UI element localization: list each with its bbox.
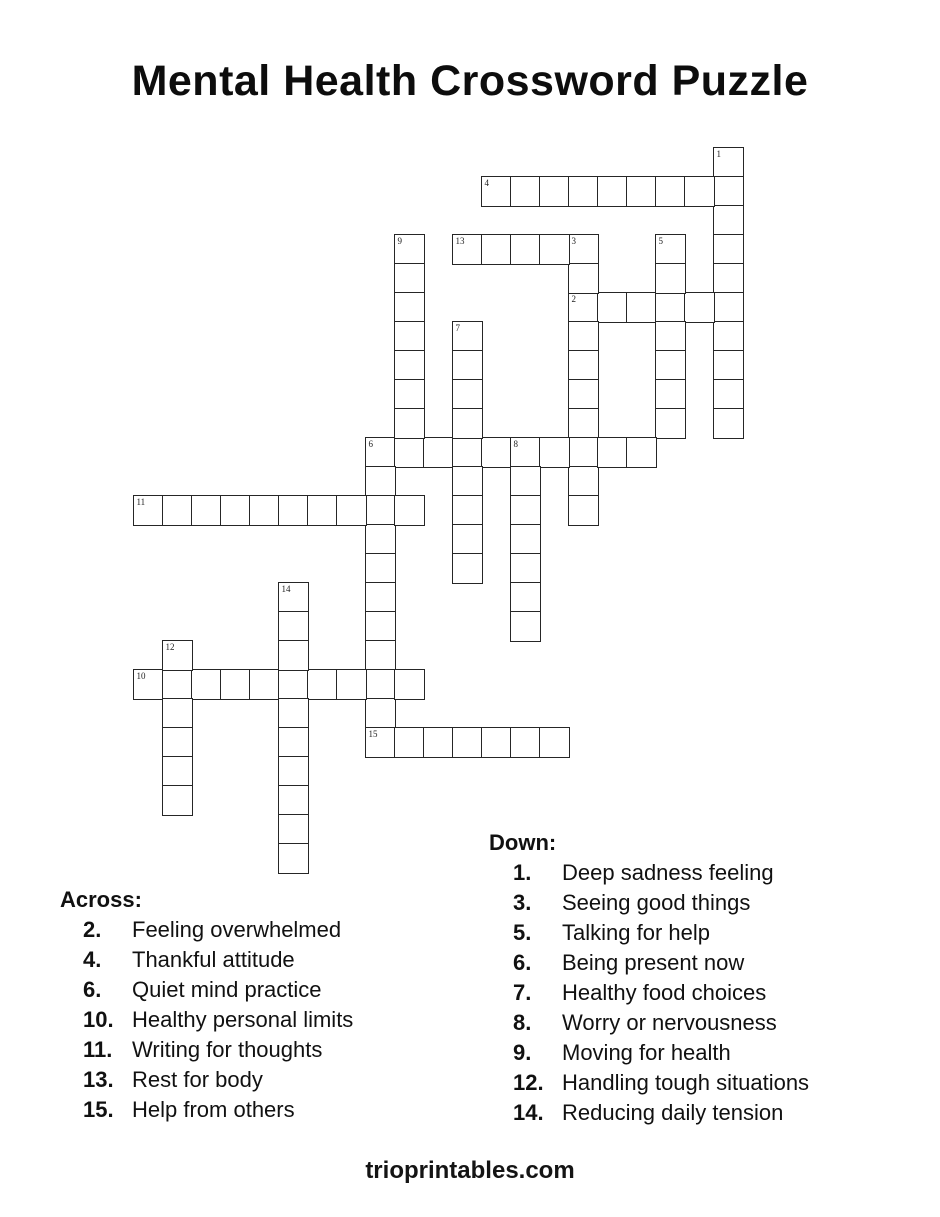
clue-text: Worry or nervousness [562,1010,777,1035]
grid-cell-number: 4 [484,177,489,188]
clue-item-down-6 [489,948,929,978]
grid-cell[interactable] [568,495,599,526]
clue-item-across-2 [60,915,480,945]
grid-cell-number: 2 [571,293,576,304]
grid-cell-number: 15 [368,728,378,739]
grid-cell[interactable] [365,553,396,584]
clue-item-across-10 [60,1005,480,1035]
grid-cell[interactable] [452,553,483,584]
grid-cell[interactable] [568,466,599,497]
clue-text: Deep sadness feeling [562,860,774,885]
clue-text: Rest for body [132,1067,263,1092]
grid-cell[interactable] [713,379,744,410]
grid-cell[interactable] [423,727,454,758]
clue-text: Talking for help [562,920,710,945]
grid-cell[interactable] [655,234,686,265]
clue-text: Quiet mind practice [132,977,322,1002]
clue-number: 13. [83,1067,114,1092]
grid-cell-number: 12 [165,641,175,652]
grid-cell[interactable] [278,640,309,671]
grid-cell-number: 6 [368,438,373,449]
grid-cell-number: 5 [658,235,663,246]
clue-number: 4. [83,947,102,972]
grid-cell[interactable] [278,669,309,700]
grid-cell[interactable] [684,176,715,207]
grid-cell[interactable] [655,321,686,352]
clue-item-down-9 [489,1038,929,1068]
grid-cell[interactable] [539,437,570,468]
grid-cell[interactable] [568,379,599,410]
clue-item-across-6 [60,975,480,1005]
across-clues-section [60,888,480,1125]
across-clue-list [60,915,480,1125]
grid-cell[interactable] [394,292,425,323]
grid-cell[interactable] [597,437,628,468]
grid-cell[interactable] [394,727,425,758]
grid-cell[interactable] [336,669,367,700]
grid-cell[interactable] [539,727,570,758]
grid-cell[interactable] [162,669,193,700]
grid-cell[interactable] [452,350,483,381]
grid-cell[interactable] [568,292,599,323]
clue-number: 12. [513,1070,544,1095]
grid-cell[interactable] [191,669,222,700]
grid-cell[interactable] [510,437,541,468]
grid-cell[interactable] [162,756,193,787]
grid-cell-number: 8 [513,438,518,449]
grid-cell[interactable] [452,408,483,439]
grid-cell[interactable] [365,727,396,758]
clue-item-down-7 [489,978,929,1008]
grid-cell[interactable] [365,437,396,468]
across-heading: Across: [60,887,142,912]
grid-cell[interactable] [278,785,309,816]
grid-cell[interactable] [365,640,396,671]
grid-cell[interactable] [597,176,628,207]
clue-text: Seeing good things [562,890,751,915]
clue-text: Healthy personal limits [132,1007,354,1032]
grid-cell[interactable] [713,292,744,323]
grid-cell[interactable] [220,669,251,700]
grid-cell[interactable] [713,408,744,439]
grid-cell[interactable] [713,147,744,178]
clue-text: Handling tough situations [562,1070,810,1095]
down-heading: Down: [489,830,557,855]
grid-cell[interactable] [452,234,483,265]
grid-cell[interactable] [568,321,599,352]
grid-cell[interactable] [278,698,309,729]
grid-cell[interactable] [713,234,744,265]
clue-text: Moving for health [562,1040,731,1065]
grid-cell[interactable] [394,321,425,352]
grid-cell[interactable] [278,814,309,845]
grid-cell[interactable] [394,495,425,526]
clue-number: 1. [513,860,532,885]
grid-cell[interactable] [278,611,309,642]
clue-text: Writing for thoughts [132,1037,323,1062]
clue-item-across-11 [60,1035,480,1065]
grid-cell[interactable] [481,437,512,468]
grid-cell[interactable] [510,611,541,642]
grid-cell-number: 1 [716,148,721,159]
grid-cell[interactable] [133,669,164,700]
grid-cell[interactable] [394,408,425,439]
grid-cell[interactable] [626,176,657,207]
grid-cell[interactable] [278,495,309,526]
grid-cell[interactable] [220,495,251,526]
grid-cell[interactable] [452,495,483,526]
grid-cell[interactable] [510,495,541,526]
clue-number: 8. [513,1010,532,1035]
clue-text: Help from others [132,1097,295,1122]
clue-item-across-13 [60,1065,480,1095]
grid-cell[interactable] [394,350,425,381]
grid-cell[interactable] [452,524,483,555]
clue-item-down-14 [489,1098,929,1128]
grid-cell[interactable] [394,379,425,410]
grid-cell[interactable] [568,176,599,207]
footer-site-name: trioprintables.com [365,1157,575,1184]
down-clues-section [489,831,929,1128]
grid-cell[interactable] [568,350,599,381]
grid-cell[interactable] [568,437,599,468]
clue-item-down-8 [489,1008,929,1038]
grid-cell[interactable] [568,263,599,294]
grid-cell[interactable] [452,379,483,410]
grid-cell[interactable] [365,524,396,555]
grid-cell[interactable] [365,698,396,729]
grid-cell[interactable] [365,466,396,497]
clue-item-across-15 [60,1095,480,1125]
clue-text: Thankful attitude [132,947,295,972]
clue-number: 5. [513,920,532,945]
grid-cell[interactable] [655,350,686,381]
grid-cell[interactable] [278,727,309,758]
clue-number: 7. [513,980,532,1005]
grid-cell[interactable] [307,669,338,700]
grid-cell[interactable] [626,437,657,468]
grid-cell[interactable] [481,727,512,758]
grid-cell[interactable] [423,437,454,468]
clue-item-down-5 [489,918,929,948]
clue-number: 3. [513,890,532,915]
grid-cell[interactable] [191,495,222,526]
grid-cell[interactable] [510,582,541,613]
clue-item-down-1 [489,858,929,888]
grid-cell[interactable] [713,350,744,381]
grid-cell[interactable] [452,321,483,352]
grid-cell[interactable] [365,495,396,526]
clue-text: Healthy food choices [562,980,767,1005]
grid-cell[interactable] [655,176,686,207]
down-clue-list [489,858,929,1128]
grid-cell[interactable] [510,466,541,497]
grid-cell[interactable] [394,669,425,700]
grid-cell[interactable] [655,408,686,439]
grid-cell[interactable] [133,495,164,526]
grid-cell[interactable] [452,466,483,497]
grid-cell[interactable] [481,176,512,207]
grid-cell[interactable] [510,553,541,584]
grid-cell[interactable] [539,234,570,265]
grid-cell[interactable] [365,611,396,642]
grid-cell[interactable] [655,292,686,323]
grid-cell[interactable] [278,756,309,787]
grid-cell-number: 10 [136,670,146,681]
grid-cell[interactable] [162,727,193,758]
clue-text: Reducing daily tension [562,1100,784,1125]
grid-cell[interactable] [713,263,744,294]
clue-number: 14. [513,1100,544,1125]
clue-number: 6. [83,977,102,1002]
grid-cell[interactable] [394,234,425,265]
page-title: Mental Health Crossword Puzzle [131,57,809,105]
grid-cell[interactable] [568,408,599,439]
clue-item-down-3 [489,888,929,918]
clue-number: 9. [513,1040,532,1065]
grid-cell[interactable] [162,640,193,671]
clue-number: 10. [83,1007,114,1032]
grid-cell[interactable] [249,669,280,700]
grid-cell[interactable] [394,437,425,468]
grid-cell[interactable] [539,176,570,207]
grid-cell[interactable] [713,321,744,352]
grid-cell[interactable] [336,495,367,526]
grid-cell[interactable] [162,698,193,729]
grid-cell[interactable] [713,176,744,207]
grid-cell[interactable] [655,263,686,294]
grid-cell[interactable] [365,669,396,700]
grid-cell[interactable] [481,234,512,265]
grid-cell[interactable] [510,727,541,758]
grid-cell[interactable] [713,205,744,236]
grid-cell[interactable] [162,495,193,526]
grid-cell[interactable] [510,176,541,207]
grid-cell[interactable] [365,582,396,613]
grid-cell[interactable] [510,524,541,555]
clue-item-down-12 [489,1068,929,1098]
grid-cell[interactable] [452,437,483,468]
grid-cell-number: 9 [397,235,402,246]
clue-text: Feeling overwhelmed [132,917,342,942]
grid-cell[interactable] [597,292,628,323]
grid-cell-number: 7 [455,322,460,333]
grid-cell[interactable] [307,495,338,526]
clue-number: 11. [83,1037,113,1062]
grid-cell[interactable] [568,234,599,265]
grid-cell[interactable] [249,495,280,526]
grid-cell[interactable] [162,785,193,816]
clue-number: 15. [83,1097,114,1122]
clue-item-across-4 [60,945,480,975]
clue-text: Being present now [562,950,745,975]
grid-cell-number: 11 [136,496,146,507]
grid-cell[interactable] [278,843,309,874]
clue-number: 6. [513,950,532,975]
grid-cell-number: 13 [455,235,465,246]
grid-cell[interactable] [394,263,425,294]
grid-cell[interactable] [452,727,483,758]
grid-cell[interactable] [278,582,309,613]
grid-cell-number: 3 [571,235,576,246]
grid-cell[interactable] [684,292,715,323]
grid-cell[interactable] [655,379,686,410]
clue-number: 2. [83,917,102,942]
grid-cell-number: 14 [281,583,291,594]
grid-cell[interactable] [626,292,657,323]
grid-cell[interactable] [510,234,541,265]
